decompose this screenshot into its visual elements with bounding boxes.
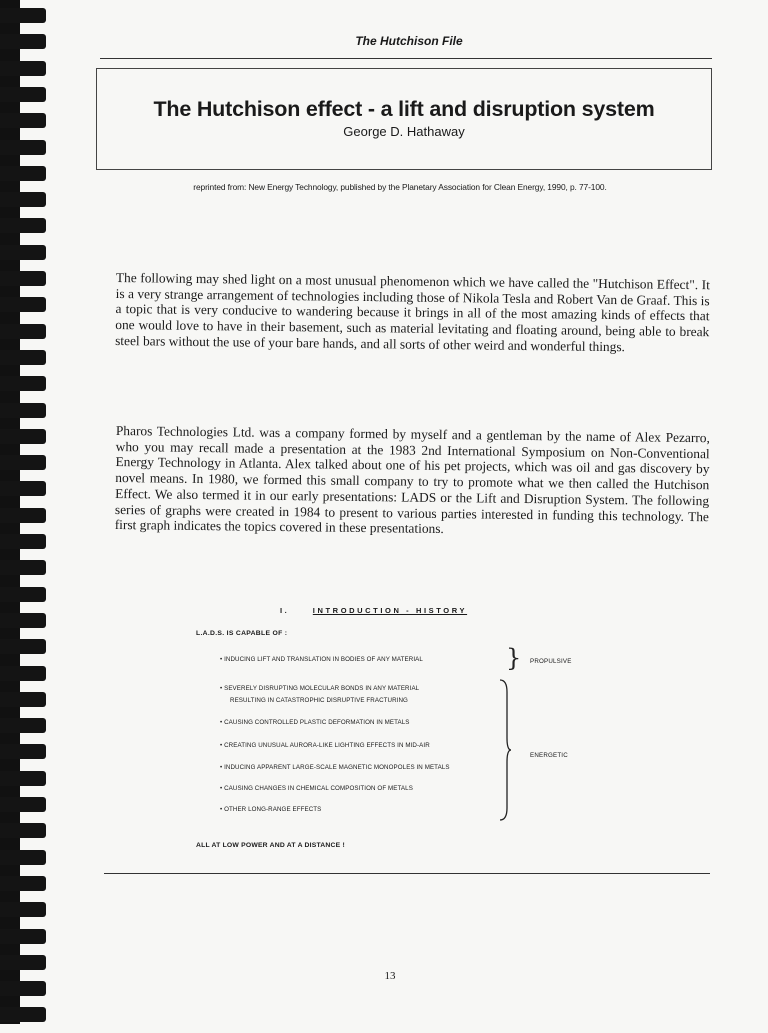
binding-tooth: [0, 823, 46, 838]
binding-hole: [20, 628, 34, 639]
binding-hole: [20, 49, 34, 60]
binding-tooth: [0, 771, 46, 786]
capability-item: • SEVERELY DISRUPTING MOLECULAR BONDS IN ANY MATERIAL: [220, 685, 420, 692]
figure-heading: [280, 606, 467, 615]
binding-tooth: [0, 324, 46, 339]
binding-tooth: [0, 587, 46, 602]
binding-hole: [20, 207, 34, 218]
capability-item: • CREATING UNUSUAL AURORA-LIKE LIGHTING EFFECTS IN MID-AIR: [220, 742, 430, 749]
capability-text: OTHER LONG-RANGE EFFECTS: [224, 806, 322, 813]
binding-tooth: [0, 534, 46, 549]
binding-tooth: [0, 666, 46, 681]
binding-hole: [20, 549, 34, 560]
binding-tooth: [0, 218, 46, 233]
binding-tooth: [0, 455, 46, 470]
binding-hole: [20, 444, 34, 455]
energetic-brace: [498, 678, 512, 822]
binding-tooth: [0, 271, 46, 286]
binding-hole: [20, 496, 34, 507]
binding-hole: [20, 944, 34, 955]
binding-tooth: [0, 902, 46, 917]
binding-tooth: [0, 639, 46, 654]
binding-hole: [20, 812, 34, 823]
binding-tooth: [0, 718, 46, 733]
binding-tooth: [0, 850, 46, 865]
binding-tooth: [0, 166, 46, 181]
binding-hole: [20, 759, 34, 770]
binding-tooth: [0, 297, 46, 312]
binding-hole: [20, 391, 34, 402]
page-number: 13: [384, 970, 396, 982]
binding-hole: [20, 339, 34, 350]
binding-hole: [20, 865, 34, 876]
binding-hole: [20, 470, 34, 481]
propulsive-brace: }: [506, 644, 522, 672]
binding-hole: [20, 602, 34, 613]
binding-tooth: [0, 797, 46, 812]
figure-subject: L.A.D.S. IS CAPABLE OF :: [196, 630, 288, 637]
figure-heading-text: INTRODUCTION - HISTORY: [312, 606, 468, 615]
reprint-note: reprinted from: New Energy Technology, published by the Planetary Association for Clean Energy, 1990, p. 77-100.: [193, 182, 607, 192]
binding-hole: [20, 128, 34, 139]
binding-tooth: [0, 692, 46, 707]
binding-tooth: [0, 8, 46, 23]
header-rule: [100, 58, 712, 59]
capability-text: RESULTING IN CATASTROPHIC DISRUPTIVE FRACTURING: [230, 697, 408, 704]
capability-text: CAUSING CHANGES IN CHEMICAL COMPOSITION OF METALS: [224, 785, 413, 792]
capability-text: CAUSING CONTROLLED PLASTIC DEFORMATION IN METALS: [224, 719, 410, 726]
binding-hole: [20, 181, 34, 192]
running-head: The Hutchison File: [355, 34, 463, 48]
binding-hole: [20, 260, 34, 271]
binding-tooth: [0, 929, 46, 944]
capability-item: • CAUSING CONTROLLED PLASTIC DEFORMATION IN METALS: [220, 719, 410, 726]
binding-tooth: [0, 376, 46, 391]
article-title: The Hutchison effect - a lift and disruption system: [153, 97, 655, 121]
binding-hole: [20, 707, 34, 718]
binding-hole: [20, 891, 34, 902]
binding-tooth: [0, 140, 46, 155]
capability-item: • CAUSING CHANGES IN CHEMICAL COMPOSITION OF METALS: [220, 785, 413, 792]
group-label-energetic: ENERGETIC: [530, 752, 568, 759]
capability-item: • OTHER LONG-RANGE EFFECTS: [220, 806, 322, 813]
article-author: George D. Hathaway: [343, 124, 465, 139]
binding-hole: [20, 996, 34, 1007]
figure-footer: ALL AT LOW POWER AND AT A DISTANCE !: [196, 842, 345, 849]
paragraph-intro: The following may shed light on a most unusual phenomenon which we have called the "Hutchison Effect". It is a very strange arrangement of technologies including those of Nikola Tesla and Robert Van de Graaf. This is a topic that is very conducive to wandering because it brings in all of the most amazing kinds of effects that one would love to have in their basement, such as material levitating and floating around, being able to break steel bars without the use of your bare hands, and all sorts of other weird and wonderful things.: [115, 270, 710, 355]
binding-tooth: [0, 192, 46, 207]
title-box: [96, 68, 712, 170]
capability-text: INDUCING LIFT AND TRANSLATION IN BODIES OF ANY MATERIAL: [224, 656, 423, 663]
binding-hole: [20, 312, 34, 323]
binding-tooth: [0, 403, 46, 418]
binding-hole: [20, 523, 34, 534]
binding-hole: [20, 575, 34, 586]
capability-text: CREATING UNUSUAL AURORA-LIKE LIGHTING EFFECTS IN MID-AIR: [224, 742, 430, 749]
binding-hole: [20, 365, 34, 376]
figure-introduction-history: [180, 600, 620, 860]
binding-tooth: [0, 744, 46, 759]
binding-tooth: [0, 34, 46, 49]
binding-hole: [20, 838, 34, 849]
binding-hole: [20, 286, 34, 297]
binding-tooth: [0, 113, 46, 128]
binding-tooth: [0, 429, 46, 444]
binding-tooth: [0, 981, 46, 996]
binding-tooth: [0, 508, 46, 523]
binding-hole: [20, 418, 34, 429]
binding-tooth: [0, 876, 46, 891]
binding-hole: [20, 733, 34, 744]
binding-hole: [20, 23, 34, 34]
capability-text: INDUCING APPARENT LARGE-SCALE MAGNETIC MONOPOLES IN METALS: [224, 764, 450, 771]
binding-tooth: [0, 350, 46, 365]
binding-hole: [20, 102, 34, 113]
group-label-propulsive: PROPULSIVE: [530, 658, 572, 665]
paragraph-pharos: Pharos Technologies Ltd. was a company formed by myself and a gentleman by the name of Alex Pezarro, who you may recall made a presentation at the 1983 2nd International Symposium on Non-Conventional Energy Technology in Atlanta. Alex talked about one of his pet projects, which was oil and gas discovery by novel means. In 1980, we formed this small company to try to promote what we then called the Hutchison Effect. We also termed it in our early presentations: LADS or the Lift and Disruption System. The following series of graphs were created in 1984 to present to various parties interested in funding this technology. The first graph indicates the topics covered in these presentations.: [114, 423, 710, 537]
spiral-binding: [0, 0, 48, 1024]
binding-tooth: [0, 955, 46, 970]
capability-item: • INDUCING APPARENT LARGE-SCALE MAGNETIC MONOPOLES IN METALS: [220, 764, 450, 771]
binding-hole: [20, 76, 34, 87]
binding-tooth: [0, 245, 46, 260]
capability-item: • INDUCING LIFT AND TRANSLATION IN BODIES OF ANY MATERIAL: [220, 656, 423, 663]
binding-hole: [20, 233, 34, 244]
binding-hole: [20, 681, 34, 692]
binding-hole: [20, 786, 34, 797]
binding-tooth: [0, 560, 46, 575]
binding-tooth: [0, 87, 46, 102]
binding-tooth: [0, 481, 46, 496]
binding-hole: [20, 917, 34, 928]
binding-tooth: [0, 61, 46, 76]
footer-rule: [104, 873, 710, 874]
binding-hole: [20, 155, 34, 166]
binding-tooth: [0, 1007, 46, 1022]
capability-item: [230, 696, 408, 705]
binding-hole: [20, 654, 34, 665]
binding-tooth: [0, 613, 46, 628]
figure-heading-prefix: I.: [280, 606, 290, 615]
capability-text: SEVERELY DISRUPTING MOLECULAR BONDS IN ANY MATERIAL: [224, 685, 420, 692]
binding-hole: [20, 970, 34, 981]
